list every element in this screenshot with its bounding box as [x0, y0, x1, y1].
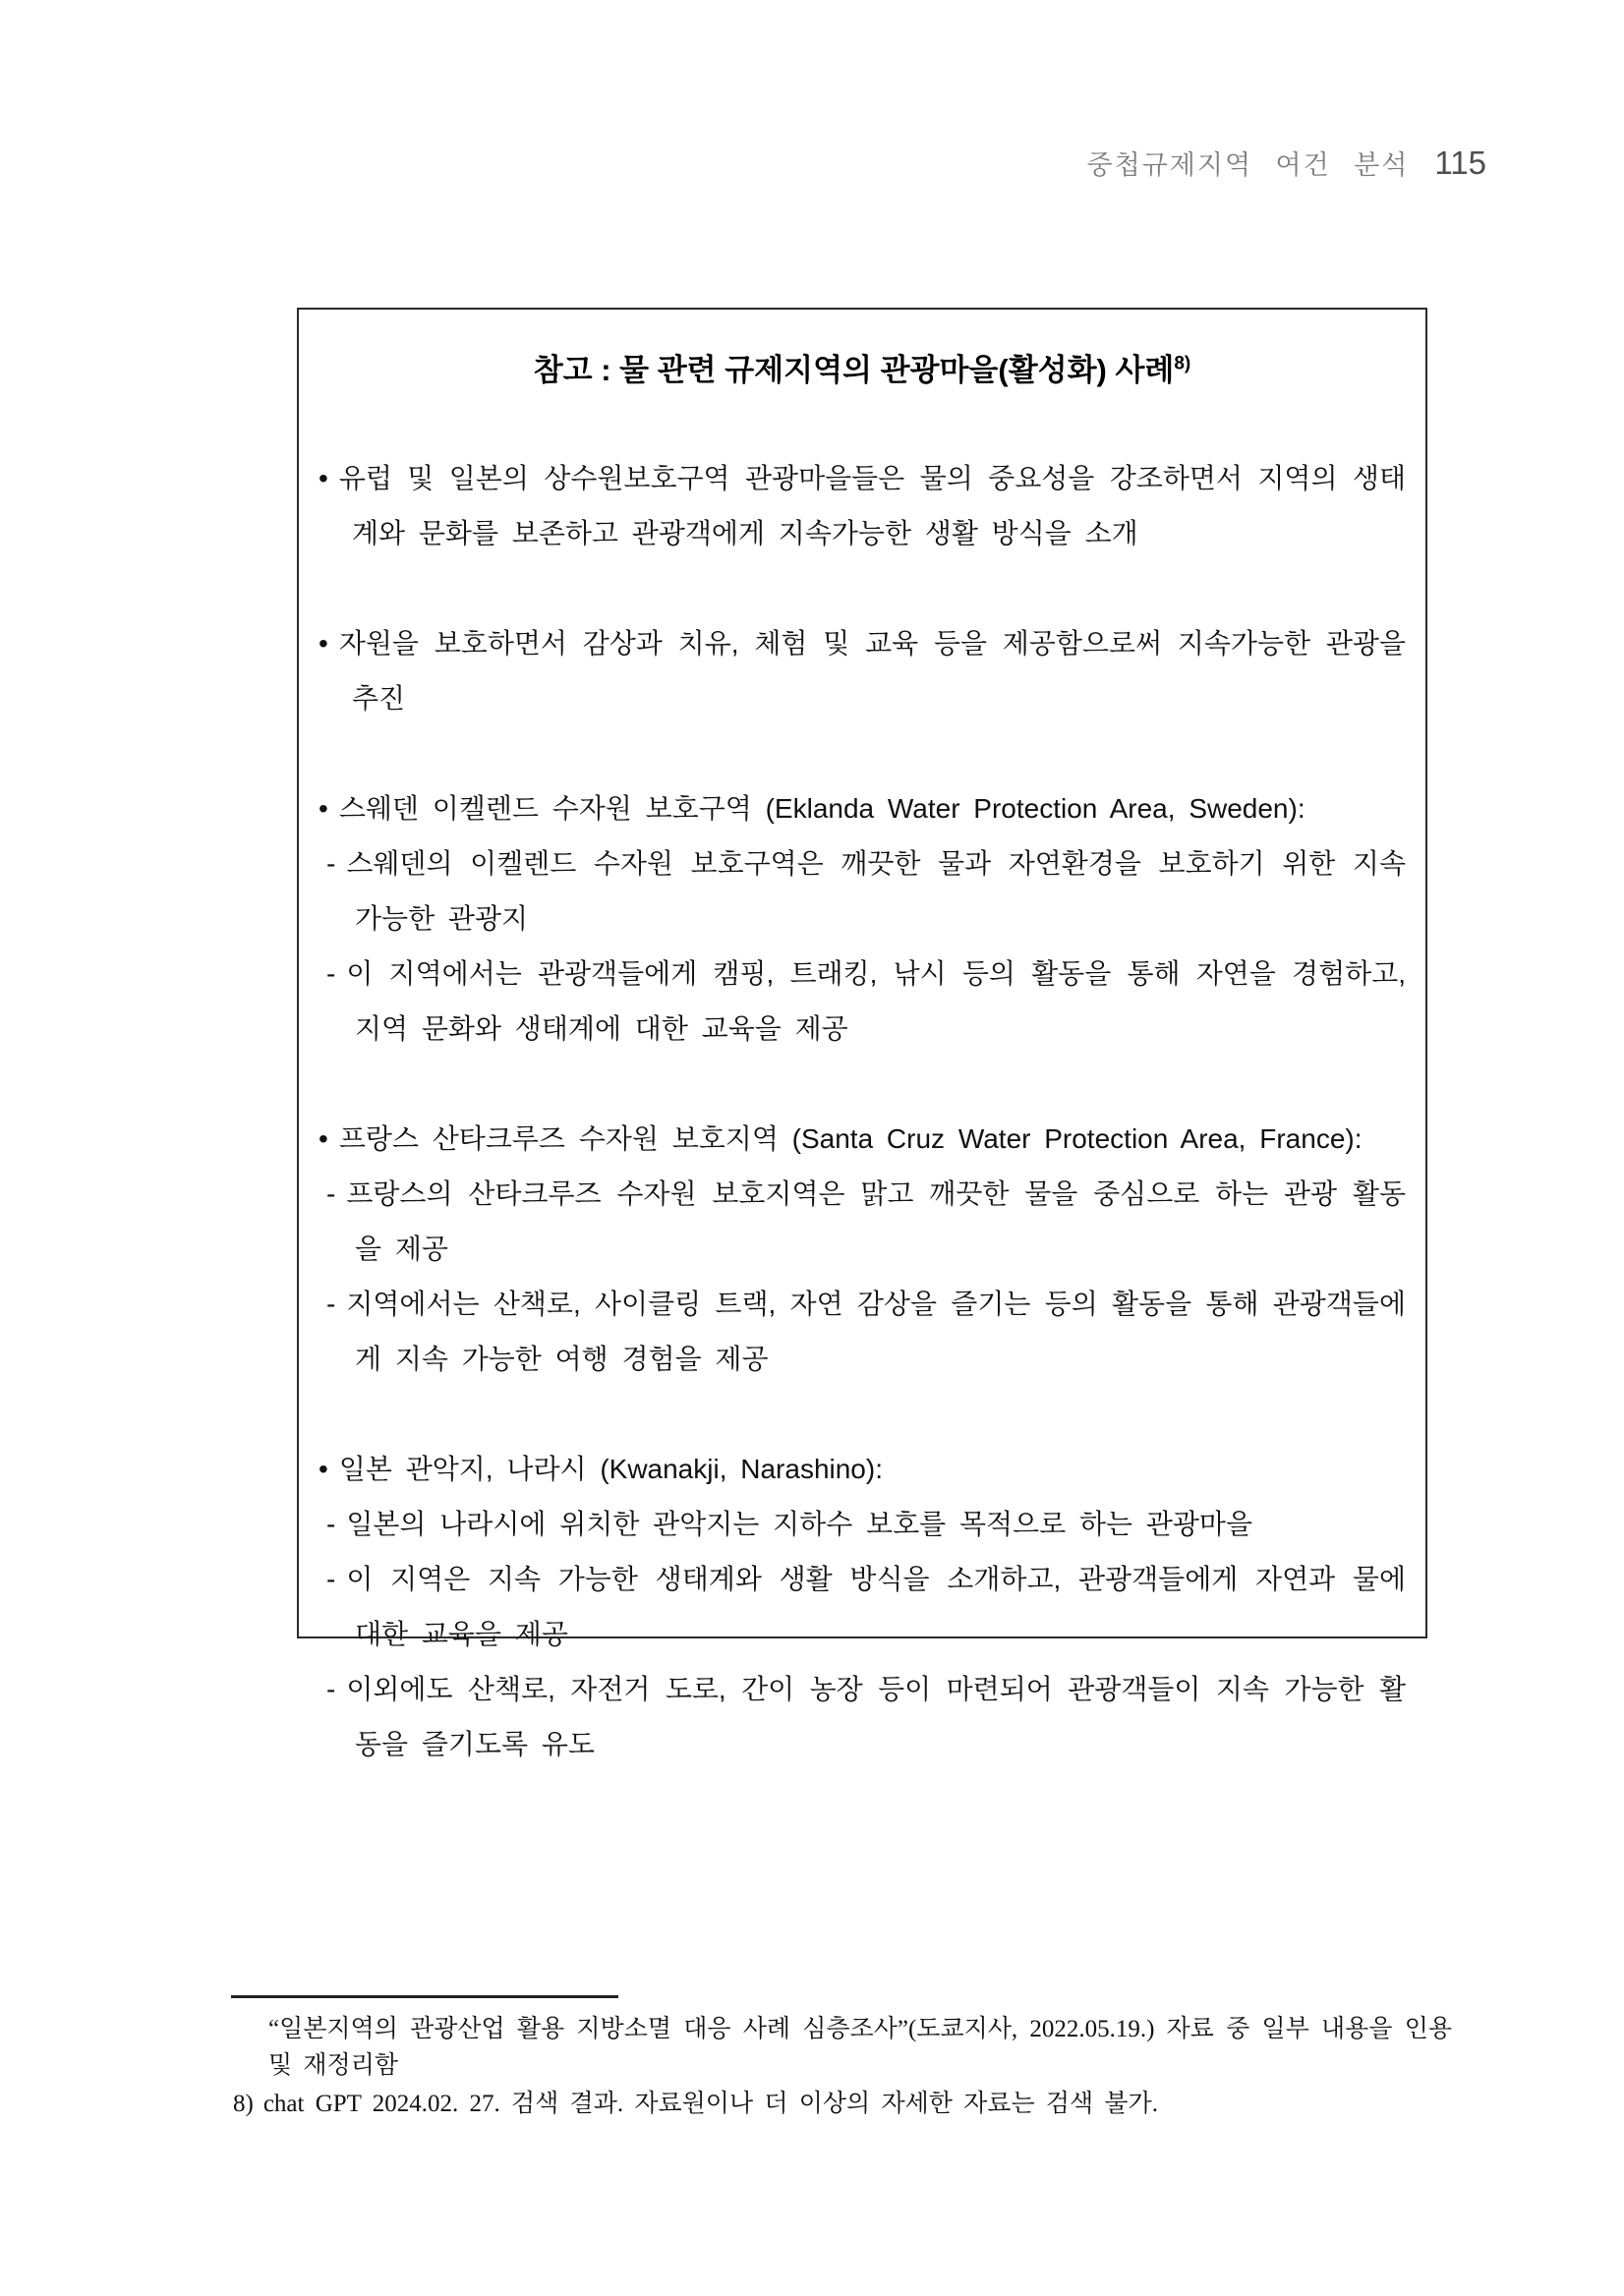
footnote-item	[233, 2086, 1452, 2122]
list-item	[319, 1497, 1406, 1552]
bullet-marker: •	[319, 628, 328, 659]
item-text: 일본 관악지, 나라시 (Kwanakji, Narashino):	[338, 1454, 883, 1484]
bullet-marker: •	[319, 1454, 328, 1484]
bullet-marker: •	[319, 463, 328, 493]
bullet-group-japan-narashino	[319, 1442, 1406, 1772]
item-text: 자원을 보호하면서 감상과 치유, 체험 및 교육 등을 제공함으로써 지속가능한 관광을 추진	[338, 628, 1406, 714]
item-text: 스웨덴 이켈렌드 수자원 보호구역 (Eklanda Water Protection Area, Sweden):	[338, 793, 1305, 824]
dash-marker: -	[326, 1289, 336, 1319]
dash-marker: -	[326, 1674, 336, 1704]
dash-marker: -	[326, 1178, 336, 1209]
list-item	[319, 616, 1406, 726]
list-item	[319, 1552, 1406, 1662]
footnote-marker: 8)	[233, 2091, 254, 2117]
dash-marker: -	[326, 848, 336, 879]
page-number: 115	[1434, 144, 1486, 181]
list-item	[319, 1442, 1406, 1497]
footnote-rule	[231, 1995, 618, 1998]
list-item	[319, 836, 1406, 947]
box-title	[319, 351, 1406, 390]
list-item	[319, 781, 1406, 836]
list-item	[319, 451, 1406, 561]
bullet-group-sweden	[319, 781, 1406, 1057]
item-text: 지역에서는 산책로, 사이클링 트랙, 자연 감상을 즐기는 등의 활동을 통해 관광객들에게 지속 가능한 여행 경험을 제공	[346, 1289, 1406, 1374]
list-item	[319, 1662, 1406, 1772]
bullet-group-france	[319, 1112, 1406, 1387]
list-item	[319, 1167, 1406, 1277]
bullet-marker: •	[319, 1123, 328, 1154]
bullet-marker: •	[319, 793, 328, 824]
list-item	[319, 1277, 1406, 1387]
bullet-group-resources	[319, 616, 1406, 726]
dash-marker: -	[326, 1564, 336, 1594]
footnote-text: chat GPT 2024.02. 27. 검색 결과. 자료원이나 더 이상의 자세한 자료는 검색 불가.	[262, 2091, 1158, 2117]
reference-box	[297, 308, 1427, 1759]
item-text: 프랑스 산타크루즈 수자원 보호지역 (Santa Cruz Water Protection Area, France):	[338, 1123, 1363, 1154]
footnote-continuation: “일본지역의 관광산업 활용 지방소멸 대응 사례 심층조사”(도쿄지사, 2022.05.19.) 자료 중 일부 내용을 인용 및 재정리함	[268, 2016, 1452, 2079]
box-title-text: 참고 : 물 관련 규제지역의 관광마을(활성화) 사례	[533, 353, 1175, 387]
box-title-footnote-ref: 8)	[1174, 353, 1191, 374]
list-item	[319, 1112, 1406, 1167]
item-text: 이외에도 산책로, 자전거 도로, 간이 농장 등이 마련되어 관광객들이 지속 가능한 활동을 즐기도록 유도	[346, 1674, 1406, 1759]
list-item	[319, 947, 1406, 1057]
page-header	[1087, 144, 1486, 182]
item-text: 유럽 및 일본의 상수원보호구역 관광마을들은 물의 중요성을 강조하면서 지역의 생태계와 문화를 보존하고 관광객에게 지속가능한 생활 방식을 소개	[338, 463, 1406, 548]
dash-marker: -	[326, 958, 336, 989]
item-text: 이 지역에서는 관광객들에게 캠핑, 트래킹, 낚시 등의 활동을 통해 자연을 경험하고, 지역 문화와 생태계에 대한 교육을 제공	[346, 958, 1406, 1044]
item-text: 프랑스의 산타크루즈 수자원 보호지역은 맑고 깨끗한 물을 중심으로 하는 관광 활동을 제공	[346, 1178, 1406, 1264]
item-text: 일본의 나라시에 위치한 관악지는 지하수 보호를 목적으로 하는 관광마을	[346, 1509, 1253, 1539]
footnotes	[233, 2011, 1452, 2122]
dash-marker: -	[326, 1509, 336, 1539]
section-title: 중첩규제지역 여건 분석	[1086, 150, 1410, 180]
bullet-group-europe-japan	[319, 451, 1406, 561]
item-text: 이 지역은 지속 가능한 생태계와 생활 방식을 소개하고, 관광객들에게 자연과 물에 대한 교육을 제공	[346, 1564, 1406, 1649]
item-text: 스웨덴의 이켈렌드 수자원 보호구역은 깨끗한 물과 자연환경을 보호하기 위한 지속 가능한 관광지	[346, 848, 1406, 934]
